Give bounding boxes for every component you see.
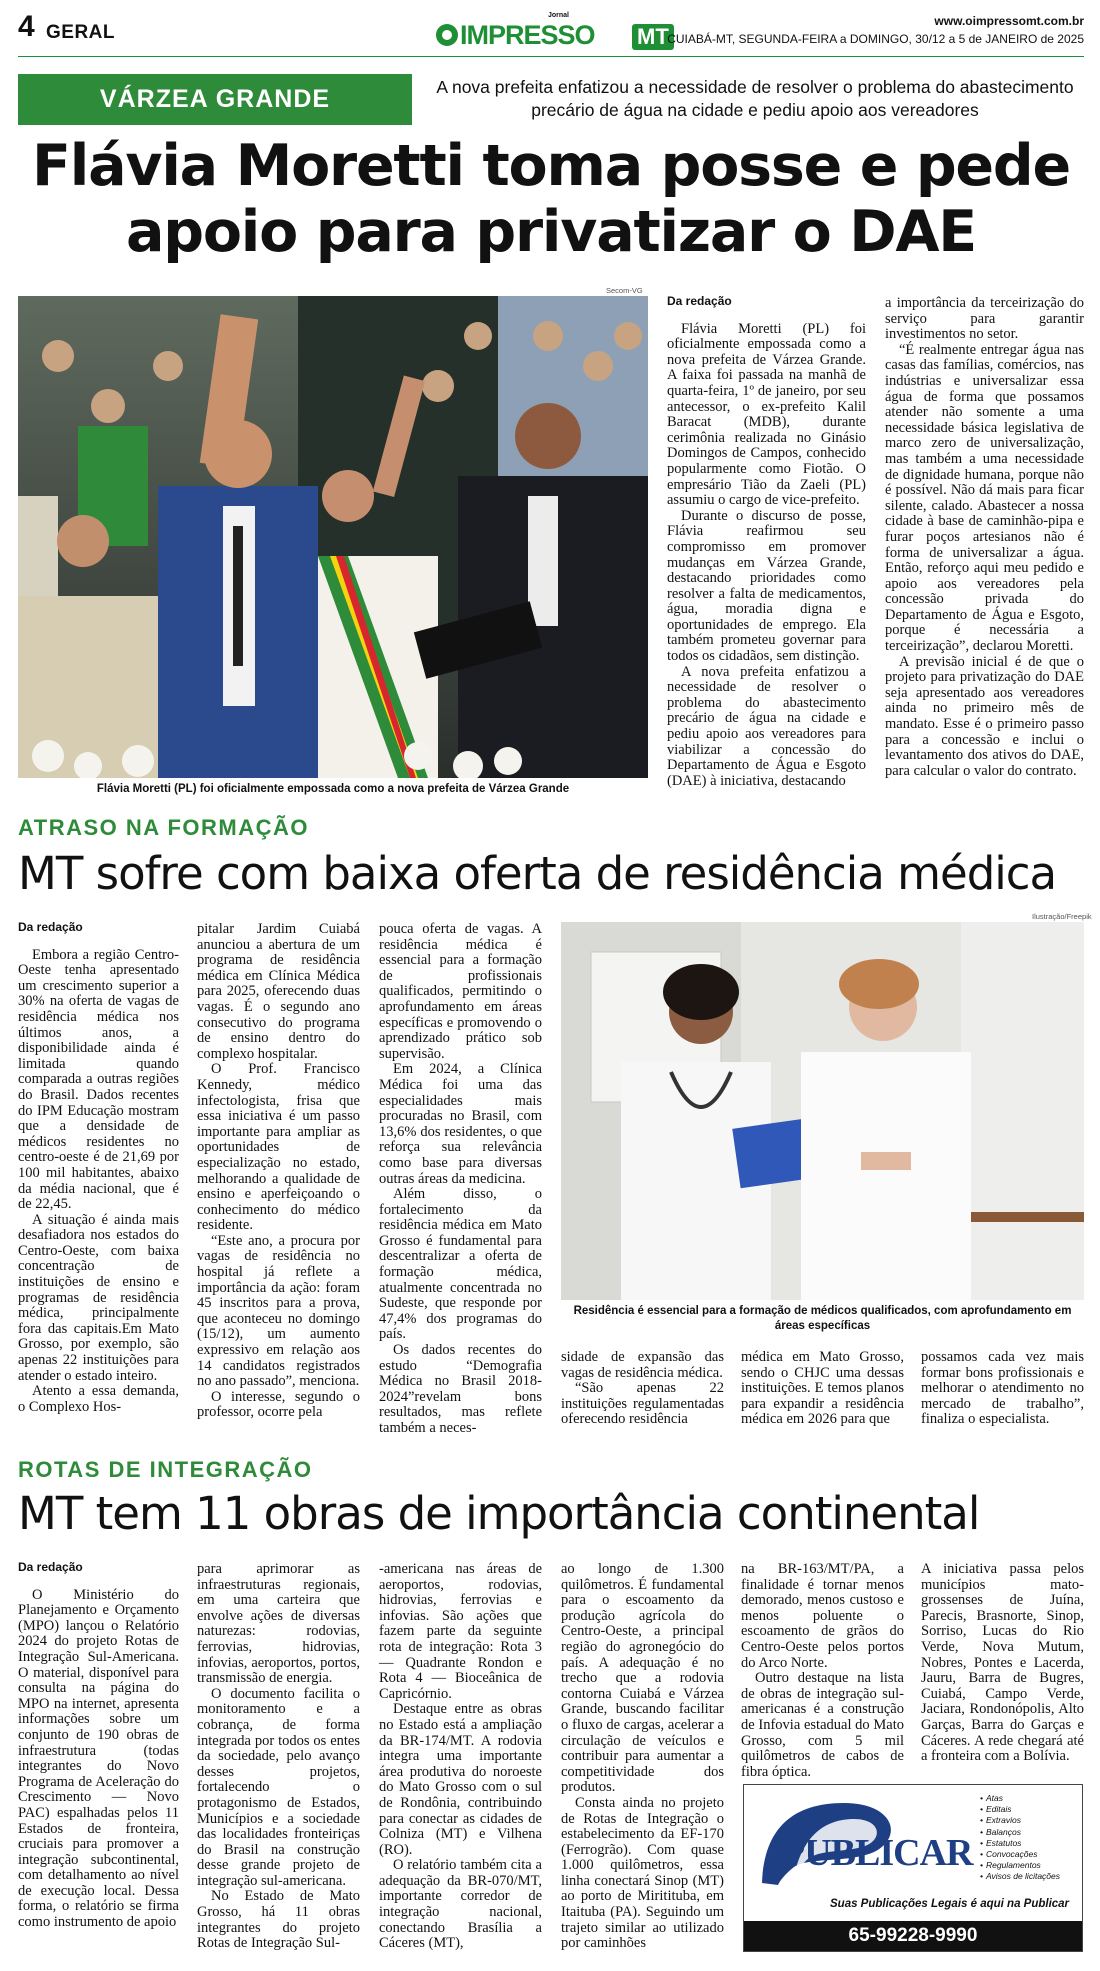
- story1-column-2: [885, 296, 1084, 779]
- paragraph: Os dados recentes do estudo “Demografia Médica no Brasil 2018-2024”revelam bons resultados, mas reflete também a neces-: [379, 1342, 542, 1436]
- story3-column-1: [18, 1560, 179, 1931]
- paragraph: Destaque entre as obras no Estado está a ampliação da BR-174/MT. A rodovia integra uma importante área produtiva do noroeste do Mato Grosso com o sul de Rondônia, contribuindo para conectar as cidades de Colniza (MT) e Vilhena (RO).: [379, 1701, 542, 1858]
- page-number: 4: [18, 10, 35, 43]
- story1-deck: A nova prefeita enfatizou a necessidade de resolver o problema do abastecimento precário de água na cidade e pediu apoio aos vereadores: [436, 77, 1074, 120]
- story3-kicker: ROTAS DE INTEGRAÇÃO: [18, 1457, 313, 1482]
- story3-column-4: [561, 1562, 724, 1952]
- paragraph: O documento facilita o monitoramento e a cobrança, de forma integrada por todos os entes da sociedade, pelo avanço desses projetos, fortalecendo o protagonismo de Estados, Municípios e a sociedade das localidades fronteiriças do Brasil na construção desse grande projeto de integração sul-americana.: [197, 1685, 360, 1889]
- story2-column-5: [741, 1350, 904, 1428]
- story2-column-6: [921, 1350, 1084, 1428]
- photo-caption: Flávia Moretti (PL) foi oficialmente empossada como a nova prefeita de Várzea Grande: [96, 783, 570, 795]
- story3-column-5: [741, 1562, 904, 1780]
- list-item: • Estatutos: [980, 1838, 1060, 1849]
- section-name: GERAL: [46, 22, 115, 43]
- logo-wordmark: IMPRESSO: [460, 20, 595, 50]
- story2-column-3: [379, 922, 542, 1437]
- masthead-divider: [18, 56, 1084, 57]
- ad-brand-name: PUBLICAR: [782, 1832, 973, 1874]
- story3-column-2: [197, 1562, 360, 1952]
- story2-kicker: ATRASO NA FORMAÇÃO: [18, 815, 309, 840]
- paragraph: O relatório também cita a adequação da BR-070/MT, importante corredor de integração nacional, conectando Brasília a Cáceres (MT),: [379, 1857, 542, 1952]
- paragraph: a importância da terceirização do serviço para garantir investimentos no setor.: [885, 295, 1084, 343]
- paragraph: A nova prefeita enfatizou a necessidade de resolver o problema do abastecimento precário de água na cidade e pediu apoio aos vereadores para viabilizar a concessão do Departamento de Água e Esgoto (DAE) à iniciativa, destacando: [667, 663, 866, 789]
- paragraph: Atento a essa demanda, o Complexo Hos-: [18, 1383, 179, 1415]
- doctors-photo: [561, 922, 1084, 1300]
- paragraph: No Estado de Mato Grosso, há 11 obras integrantes do projeto Rotas de Integração Sul-: [197, 1888, 360, 1952]
- paragraph: possamos cada vez mais formar bons profissionais e melhorar o atendimento no mercado de trabalho”, finaliza o especialista.: [921, 1349, 1084, 1428]
- byline: Da redação: [18, 920, 83, 934]
- paragraph: “São apenas 22 instituições regulamentadas oferecendo residência: [561, 1380, 724, 1428]
- paragraph: ao longo de 1.300 quilômetros. É fundamental para o escoamento da produção agrícola do Centro-Oeste, a principal região do agronegócio do país. A adequação é no trecho que a rodovia contorna Cuiabá e Várzea Grande, buscando facilitar o fluxo de cargas, acelerar a circulação de veículos e contribuir para aumentar a competitividade dos produtos.: [561, 1561, 724, 1796]
- masthead: [18, 10, 1084, 54]
- story1-headline: [18, 133, 1084, 265]
- paragraph: na BR-163/MT/PA, a finalidade é tornar menos demorado, menos custoso e menos poluente o escoamento de grãos do Centro-Oeste pelos portos do Arco Norte.: [741, 1561, 904, 1671]
- paragraph: Embora a região Centro-Oeste tenha apresentado um crescimento superior a 30% na oferta de vagas de residência médica nos últimos anos, a disponibilidade ainda é limitada quando comparada a outras regiões do Brasil. Dados recentes do IPM Educação mostram que a densidade de médicos residentes no centro-oeste é de 21,69 por 100 mil habitantes, abaixo da média nacional, que é de 22,45.: [18, 946, 179, 1213]
- inauguration-photo: [18, 296, 648, 778]
- paragraph: Outro destaque na lista de obras de integração sul-americanas é a construção de Infovia estadual do Mato Grosso, com 5 mil quilômetros de cabos de fibra óptica.: [741, 1670, 904, 1780]
- website-url: www.oimpressomt.com.br: [934, 14, 1084, 28]
- logo-badge: MT: [632, 24, 674, 50]
- paragraph: médica em Mato Grosso, sendo o CHJC uma dessas instituições. E temos planos para expandir a residência médica em 2026 para que: [741, 1349, 904, 1428]
- paragraph: O Prof. Francisco Kennedy, médico infectologista, frisa que essa iniciativa é um passo importante para ampliar as oportunidades de especialização no estado, melhorando a qualidade de ensino e aperfeiçoando o conhecimento do médico residente.: [197, 1061, 360, 1234]
- story1-column-1: [667, 294, 866, 789]
- paragraph: -americana nas áreas de aeroportos, rodovias, hidrovias, ferrovias e infovias. São ações que fazem parte da seguinte rota de integração: Rota 3 — Quadrante Rondon e Rota 4 — Bioceânica de Capricórnio.: [379, 1561, 542, 1702]
- section-tag: VÁRZEA GRANDE: [18, 74, 412, 125]
- paragraph: pouca oferta de vagas. A residência médica é essencial para a formação de profissionais qualificados, permitindo o aprofundamento em áreas específicas e promovendo o aprendizado prático sob supervisão.: [379, 921, 542, 1062]
- paragraph: Durante o discurso de posse, Flávia reafirmou seu compromisso em promover mudanças em Várzea Grande, destacando prioridades como resolver a falta de medicamentos, água, moradia digna e oportunidades de emprego. Ela também prometeu governar para todos os cidadãos, sem distinção.: [667, 507, 866, 665]
- ad-phone-number[interactable]: 65-99228-9990: [744, 1921, 1082, 1951]
- paragraph: O Ministério do Planejamento e Orçamento (MPO) lançou o Relatório 2024 do projeto Rotas de Integração Sul-Americana. O material, disponível para consulta na página do MPO na internet, apresenta informações sobre um conjunto de 190 obras de infraestrutura (todas integrantes do Novo Programa de Aceleração do Crescimento — Novo PAC) espalhadas pelos 11 Estados de fronteira, cruciais para promover a integração subcontinental, com detalhamento ao nível de execução local. Dessa forma, o relatório se firma como instrumento de apoio: [18, 1586, 179, 1931]
- ad-services-list: [980, 1793, 1060, 1883]
- list-item: • Editais: [980, 1804, 1060, 1815]
- story3-headline: MT tem 11 obras de importância continental: [18, 1487, 980, 1540]
- paragraph: A situação é ainda mais desafiadora nos estados do Centro-Oeste, com baixa concentração de instituições de ensino e programas de residência médica, principalmente fora das capitais.Em Mato Grosso, por exemplo, são apenas 22 instituições para atender o estado inteiro.: [18, 1211, 179, 1384]
- publicar-advertisement[interactable]: [743, 1784, 1083, 1952]
- photo-credit: Ilustração/Freepik: [1032, 912, 1092, 921]
- story2-headline: MT sofre com baixa oferta de residência médica: [18, 847, 1057, 900]
- list-item: • Regulamentos: [980, 1860, 1060, 1871]
- list-item: • Atas: [980, 1793, 1060, 1804]
- photo-credit: Secom-VG: [606, 286, 643, 295]
- paragraph: A previsão inicial é de que o projeto para privatização do DAE seja apresentado aos vereadores ainda no primeiro mês de mandato. Esse é o primeiro passo para a concessão e inclui o levantamento dos ativos do DAE, para calcular o valor do contrato.: [885, 653, 1084, 779]
- newspaper-logo: [436, 12, 686, 56]
- headline-line: apoio para privatizar o DAE: [125, 199, 977, 265]
- story2-column-1: [18, 920, 179, 1415]
- paragraph: sidade de expansão das vagas de residência médica.: [561, 1349, 724, 1381]
- paragraph: “Este ano, a procura por vagas de residência no hospital já reflete a importância da ação: foram 45 inscritos para a prova, que aconteceu no domingo (15/12), um aumento expressivo em relação aos 14 candidatos registrados no ano passado”, menciona.: [197, 1232, 360, 1390]
- byline: Da redação: [18, 1560, 83, 1574]
- photo-caption: Residência é essencial para a formação de médicos qualificados, com aprofundamento em áreas específicas: [573, 1305, 1072, 1332]
- story2-column-2: [197, 922, 360, 1421]
- logo-small-label: Jornal: [548, 12, 570, 19]
- paragraph: Consta ainda no projeto de Rotas de Integração o estabelecimento da EF-170 (Ferrogrão). Com quase 1.000 quilômetros, essa linha conectará Sinop (MT) ao porto de Miritituba, em Itaituba (PA). Seguindo um trajeto similar ao utilizado por caminhões: [561, 1794, 724, 1952]
- paragraph: “É realmente entregar água nas casas das famílias, comércios, nas indústrias e universalizar essa água de forma que possamos atender não somente a uma necessidade básica legislativa de marco zero de universalização, mas também a uma necessidade de dignidade humana, porque não é possível. Não dá mais para ficar silente, calado. Abastecer a nossa cidade à base de caminhão-pipa e furar poços artesianos não é forma de universalizar a água. Então, reforço aqui meu pedido e apoio aos vereadores pela concessão privada do Departamento de Água e Esgoto, porque é necessária a terceirização”, declarou Moretti.: [885, 341, 1084, 655]
- dateline: CUIABÁ-MT, SEGUNDA-FEIRA a DOMINGO, 30/12 a 5 de JANEIRO de 2025: [667, 32, 1084, 46]
- headline-line: Flávia Moretti toma posse e pede: [32, 133, 1070, 199]
- paragraph: pitalar Jardim Cuiabá anunciou a abertura de um programa de residência médica em Clínica Médica para 2025, oferecendo duas vagas. É o segundo ano consecutivo do programa de ensino dentro do complexo hospitalar.: [197, 921, 360, 1062]
- logo-o-icon: [436, 24, 458, 46]
- paragraph: para aprimorar as infraestruturas regionais, em uma carteira que envolve ações de diversas naturezas: rodovias, ferrovias, hidrovias, infovias, aeroportos, portos, transmissão de energia.: [197, 1561, 360, 1687]
- story3-column-3: [379, 1562, 542, 1952]
- paragraph: A iniciativa passa pelos municípios mato-grossenses de Juína, Parecis, Brasnorte, Sinop, Sorriso, Lucas do Rio Verde, Nova Mutum, Nobres, Pontes e Lacerda, Jauru, Barra de Bugres, Cuiabá, Campo Verde, Jaciara, Rondonópolis, Alto Garças, Barra do Garças e Cáceres. A rede chegará até a fronteira com a Bolívia.: [921, 1561, 1084, 1765]
- paragraph: Em 2024, a Clínica Médica foi uma das especialidades mais procuradas no Brasil, com 13,6% dos residentes, o que reforça sua relevância como base para diversas outras áreas da medicina.: [379, 1061, 542, 1187]
- story2-column-4: [561, 1350, 724, 1428]
- list-item: • Avisos de licitações: [980, 1871, 1060, 1882]
- paragraph: Além disso, o fortalecimento da residência médica em Mato Grosso é fundamental para descentralizar a oferta de formação médica, atualmente concentrada no Sudeste, que responde por 47,4% dos programas do país.: [379, 1186, 542, 1343]
- story3-column-6: [921, 1562, 1084, 1765]
- ad-tagline: Suas Publicações Legais é aqui na Publicar: [830, 1898, 1070, 1910]
- byline: Da redação: [667, 294, 732, 308]
- list-item: • Balanços: [980, 1827, 1060, 1838]
- paragraph: Flávia Moretti (PL) foi oficialmente empossada como a nova prefeita de Várzea Grande. A faixa foi passada na manhã de quarta-feira, 1º de janeiro, por seu antecessor, o ex-prefeito Kalil Baracat (MDB), durante cerimônia realizada no Ginásio Domingos de Campos, conhecido popularmente como Fiotão. O empresário Tião da Zaeli (PL) assumiu o cargo de vice-prefeito.: [667, 320, 866, 509]
- paragraph: O interesse, segundo o professor, ocorre pela: [197, 1388, 360, 1421]
- list-item: • Extravios: [980, 1815, 1060, 1826]
- list-item: • Convocações: [980, 1849, 1060, 1860]
